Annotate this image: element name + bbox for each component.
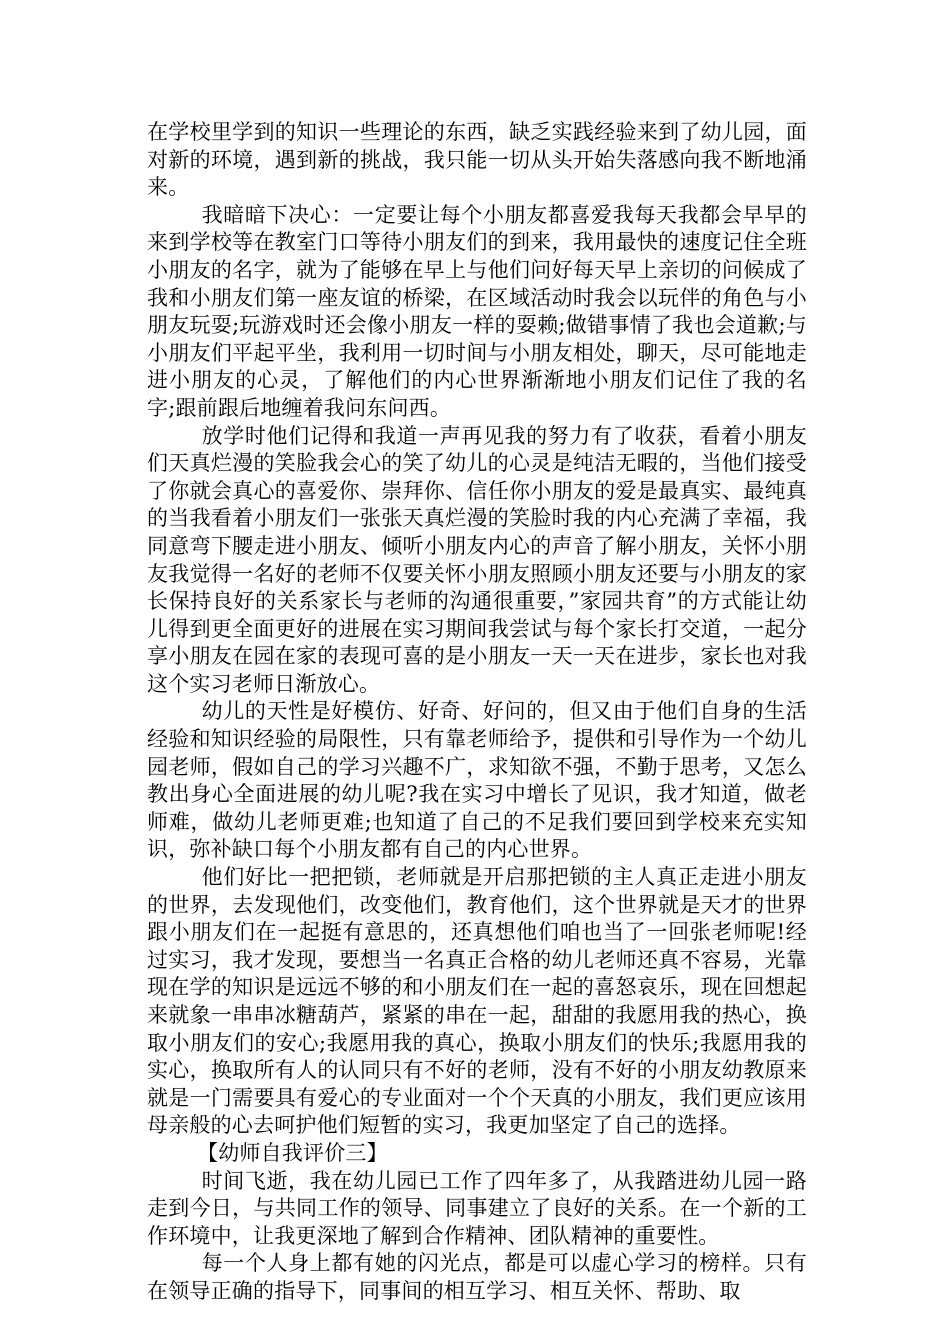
paragraph-highlights: 每一个人身上都有她的闪光点，都是可以虚心学习的榜样。只有在领导正确的指导下，同事间的相互学习、相互关怀、帮助、取: [147, 1251, 807, 1303]
paragraph-four-years: 时间飞逝，我在幼儿园已工作了四年多了，从我踏进幼儿园一路走到今日，与共同工作的领导、同事建立了良好的关系。在一个新的工作环境中，让我更深地了解到合作精神、团队精神的重要性。: [147, 1168, 807, 1248]
section-heading: 【幼师自我评价三】: [197, 1140, 388, 1165]
paragraph-locks: 他们好比一把把锁，老师就是开启那把锁的主人真正走进小朋友的世界，去发现他们，改变他们，教育他们，这个世界就是天才的世界跟小朋友们在一起挺有意思的，还真想他们咱也当了一回张老师呢!经过实习，我才发现，要想当一名真正合格的幼儿老师还真不容易，光靠现在学的知识是远远不够的和小朋友们在一起的喜怒哀乐，现在回想起来就象一串串冰糖葫芦，紧紧的串在一起，甜甜的我愿用我的热心，换取小朋友们的安心;我愿用我的真心，换取小朋友们的快乐;我愿用我的实心，换取所有人的认同只有不好的老师，没有不好的小朋友幼教原来就是一门需要具有爱心的专业面对一个个天真的小朋友，我们更应该用母亲般的心去呵护他们短暂的实习，我更加坚定了自己的选择。: [147, 865, 807, 1138]
paragraph-child-nature: 幼儿的天性是好模仿、好奇、好问的，但又由于他们自身的生活经验和知识经验的局限性，只有靠老师给予，提供和引导作为一个幼儿园老师，假如自己的学习兴趣不广，求知欲不强，不勤于思考，又怎么教出身心全面进展的幼儿呢?我在实习中增长了见识，我才知道，做老师难，做幼儿老师更难;也知道了自己的不足我们要回到学校来充实知识，弥补缺口每个小朋友都有自己的内心世界。: [147, 699, 807, 862]
paragraph-intro: 在学校里学到的知识一些理论的东西，缺乏实践经验来到了幼儿园，面对新的环境，遇到新的挑战，我只能一切从头开始失落感向我不断地涌来。: [147, 120, 807, 200]
paragraph-after-school: 放学时他们记得和我道一声再见我的努力有了收获，看着小朋友们天真烂漫的笑脸我会心的笑了幼儿的心灵是纯洁无暇的，当他们接受了你就会真心的喜爱你、崇拜你、信任你小朋友的爱是最真实、最纯真的当我看着小朋友们一张张天真烂漫的笑脸时我的内心充满了幸福，我同意弯下腰走进小朋友、倾听小朋友内心的声音了解小朋友，关怀小朋友我觉得一名好的老师不仅要关怀小朋友照顾小朋友还要与小朋友的家长保持良好的关系家长与老师的沟通很重要，”家园共育”的方式能让幼儿得到更全面更好的进展在实习期间我尝试与每个家长打交道，一起分享小朋友在园在家的表现可喜的是小朋友一天一天在进步，家长也对我这个实习老师日渐放心。: [147, 423, 807, 696]
paragraph-resolution: 我暗暗下决心：一定要让每个小朋友都喜爱我每天我都会早早的来到学校等在教室门口等待小朋友们的到来，我用最快的速度记住全班小朋友的名字，就为了能够在早上与他们问好每天早上亲切的问候成了我和小朋友们第一座友谊的桥梁，在区域活动时我会以玩伴的角色与小朋友玩耍;玩游戏时还会像小朋友一样的耍赖;做错事情了我也会道歉;与小朋友们平起平坐，我利用一切时间与小朋友相处，聊天，尽可能地走进小朋友的心灵，了解他们的内心世界渐渐地小朋友们记住了我的名字;跟前跟后地缠着我问东问西。: [147, 202, 807, 420]
document-body: [147, 119, 807, 1306]
